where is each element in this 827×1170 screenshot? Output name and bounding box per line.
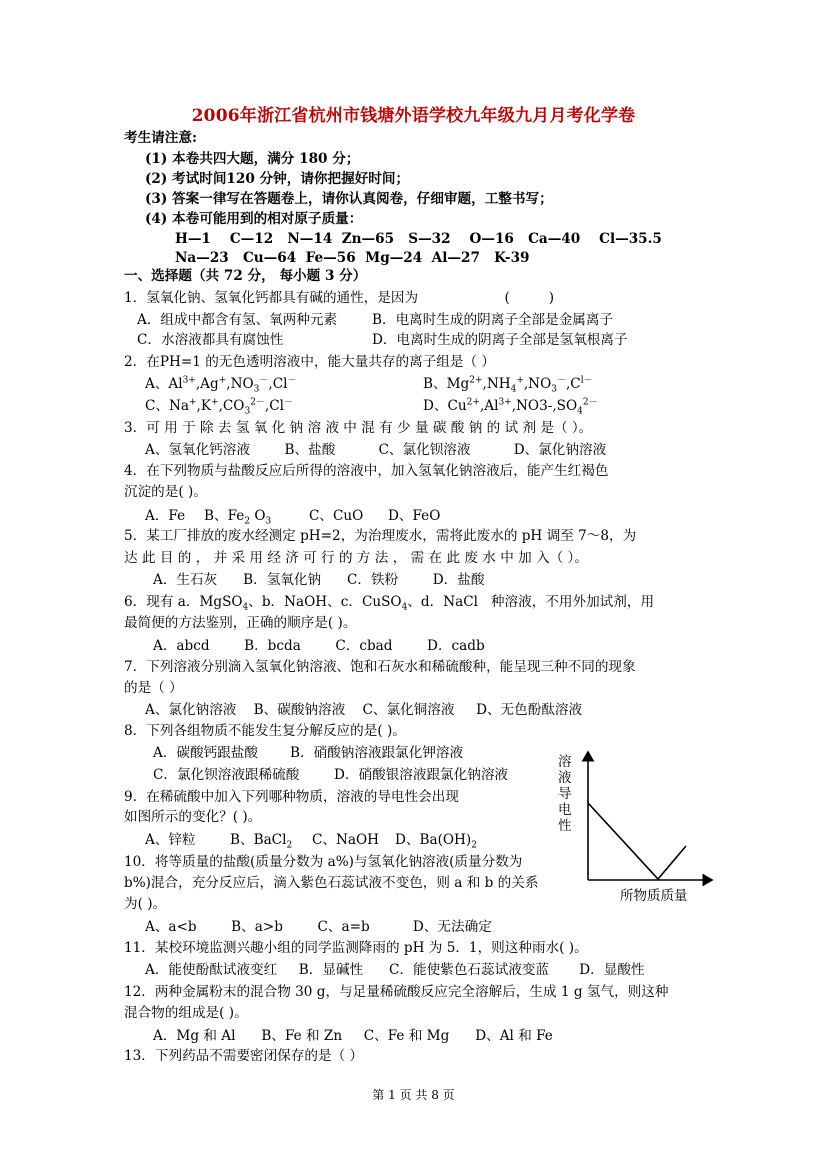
question-6-stem-line-1: 6．现有 a．MgSO$_4$、b．NaOH、c．CuSO$_4$、d．NaCl 种溶液，不用外加试剂，用	[124, 594, 655, 613]
y-axis-label-char-5: 性	[558, 818, 572, 834]
question-1-option-a: A．组成中都含有氢、氧两种元素	[137, 312, 338, 328]
question-4-option-d: D、FeO	[388, 508, 441, 524]
notice-heading: 考生请注意:	[124, 130, 197, 146]
y-axis-label-char-2: 液	[558, 770, 572, 786]
question-10-stem-line-3: 为( )。	[124, 896, 167, 912]
question-10-stem-line-2: b%)混合，充分反应后，滴入紫色石蕊试液不变色，则 a 和 b 的关系	[124, 875, 539, 891]
atomic-masses-row-2: Na—23 Cu—64 Fe—56 Mg—24 Al—27 K-39	[175, 250, 530, 266]
question-5-stem-line-1: 5．某工厂排放的废水经测定 pH=2，为治理废水，需将此废水的 pH 调至 7～8，为	[124, 528, 637, 544]
question-12-stem-line-1: 12．两种金属粉末的混合物 30 g，与足量稀硫酸反应完全溶解后，生成 1 g 氢气，则这种	[124, 984, 669, 1000]
question-4-option-c: C、CuO	[309, 508, 364, 524]
conductivity-curve	[588, 803, 686, 879]
page-title: 2006年浙江省杭州市钱塘外语学校九年级九月月考化学卷	[191, 106, 636, 126]
question-4-option-a: A．Fe	[145, 508, 186, 524]
question-10-stem-line-1: 10．将等质量的盐酸(质量分数为 a%)与氢氧化钠溶液(质量分数为	[124, 854, 523, 870]
question-8-option-d: D．硝酸银溶液跟氯化钠溶液	[334, 767, 509, 783]
question-5-options: A．生石灰 B．氢氧化钠 C．铁粉 D．盐酸	[153, 572, 485, 588]
question-7-stem-line-1: 7．下列溶液分别滴入氢氧化钠溶液、饱和石灰水和稀硫酸种，能呈现三种不同的现象	[124, 659, 636, 675]
question-9-option-a: A、锌粒	[145, 832, 196, 848]
question-6-options: A．abcd B．bcda C．cbad D．cadb	[153, 638, 485, 654]
question-11-stem: 11．某校环境监测兴趣小组的同学监测降雨的 pH 为 5．1，则这种雨水( )。	[124, 940, 588, 956]
question-4-stem-line-2: 沉淀的是( )。	[124, 484, 207, 500]
question-3-options: A、氢氧化钙溶液 B、盐酸 C、氯化钡溶液 D、氯化钠溶液	[145, 442, 607, 458]
question-9-option-b: B、BaCl$_2$	[230, 832, 293, 851]
question-9-option-d: D、$Ba(OH)_2$	[395, 832, 477, 851]
question-12-options: A．Mg 和 Al B、Fe 和 Zn C、Fe 和 Mg D、Al 和 Fe	[153, 1028, 553, 1044]
question-2-stem: 2．在PH=1 的无色透明溶液中，能大量共存的离子组是（ ）	[124, 354, 495, 370]
question-10-options: A、a<b B、a>b C、a=b D、无法确定	[145, 919, 492, 935]
section-heading: 一、选择题（共 72 分， 每小题 3 分）	[124, 268, 367, 284]
question-4-stem-line-1: 4．在下列物质与盐酸反应后所得的溶液中，加入氢氧化钠溶液后，能产生红褐色	[124, 463, 609, 479]
question-9-option-c: C、NaOH	[312, 832, 379, 848]
question-2-option-c: C、$Na^+,K^+,CO_3^{2-},Cl^-$	[145, 397, 294, 417]
notice-item-3: (3) 答案一律写在答题卷上，请你认真阅卷，仔细审题，工整书写；	[145, 191, 553, 207]
page-footer: 第 1 页 共 8 页	[372, 1088, 455, 1102]
question-8-stem: 8．下列各组物质不能发生复分解反应的是( )。	[124, 723, 406, 739]
y-axis-label-char-3: 导	[558, 786, 572, 802]
question-13-stem: 13．下列药品不需要密闭保存的是（ ）	[124, 1048, 364, 1064]
y-axis-label-char-4: 电	[558, 802, 572, 818]
question-4-option-b: B、$Fe_2$ $O_3$	[204, 508, 272, 527]
question-1-option-b: B．电离时生成的阴离子全部是金属离子	[372, 312, 614, 328]
question-2-option-b: B、$Mg^{2+},NH_4^+,NO_3^-,C^{l-}$	[423, 375, 593, 395]
question-3-stem: 3．可 用 于 除 去 氢 氧 化 钠 溶 液 中 混 有 少 量 碳 酸 钠 的 试 剂 是（ ）。	[124, 420, 593, 436]
question-1-option-d: D．电离时生成的阴离子全部是氢氧根离子	[372, 332, 628, 348]
question-2-option-d: D、$Cu^{2+},Al^{3+},NO3-,SO_4^{2-}$	[423, 397, 598, 417]
question-2-option-a: A、$Al^{3+},Ag^+,NO_3^-,Cl^-$	[145, 375, 297, 395]
question-1-stem: 1．氢氧化钠、氢氧化钙都具有碱的通性，是因为 ( )	[124, 290, 555, 306]
question-8-option-a: A．碳酸钙跟盐酸	[153, 745, 258, 761]
notice-item-2: (2) 考试时间120 分钟，请你把握好时间；	[145, 171, 410, 187]
y-axis-label-char-1: 溶	[558, 754, 572, 770]
question-7-options: A、氯化钠溶液 B、碳酸钠溶液 C、氯化铜溶液 D、无色酚酞溶液	[145, 702, 583, 718]
question-8-option-c: C．氯化钡溶液跟稀硫酸	[153, 767, 300, 783]
conductivity-diagram	[556, 748, 716, 908]
question-9-stem-line-1: 9．在稀硫酸中加入下列哪种物质，溶液的导电性会出现	[124, 789, 459, 805]
question-5-stem-line-2: 达 此 目 的 ， 并 采 用 经 济 可 行 的 方 法 ， 需 在 此 废 水 中 加 入（ ）。	[124, 550, 588, 566]
question-11-options: A．能使酚酞试液变红 B．显碱性 C．能使紫色石蕊试液变蓝 D．显酸性	[145, 962, 645, 978]
question-7-stem-line-2: 的是（ ）	[124, 680, 183, 696]
question-12-stem-line-2: 混合物的组成是( )。	[124, 1005, 248, 1021]
notice-item-1: (1) 本卷共四大题，满分 180 分；	[145, 151, 360, 167]
atomic-masses-row-1: H—1 C—12 N—14 Zn—65 S—32 O—16 Ca—40 Cl—35.5	[175, 231, 662, 247]
question-1-option-c: C．水溶液都具有腐蚀性	[137, 332, 284, 348]
x-axis-label: 所物质质量	[620, 888, 688, 904]
notice-item-4: (4) 本卷可能用到的相对原子质量：	[145, 211, 363, 227]
question-8-option-b: B．硝酸钠溶液跟氯化钾溶液	[290, 745, 464, 761]
question-6-stem-line-2: 最简便的方法鉴别，正确的顺序是( )。	[124, 615, 357, 631]
question-9-stem-line-2: 如图所示的变化？( )。	[124, 809, 262, 825]
